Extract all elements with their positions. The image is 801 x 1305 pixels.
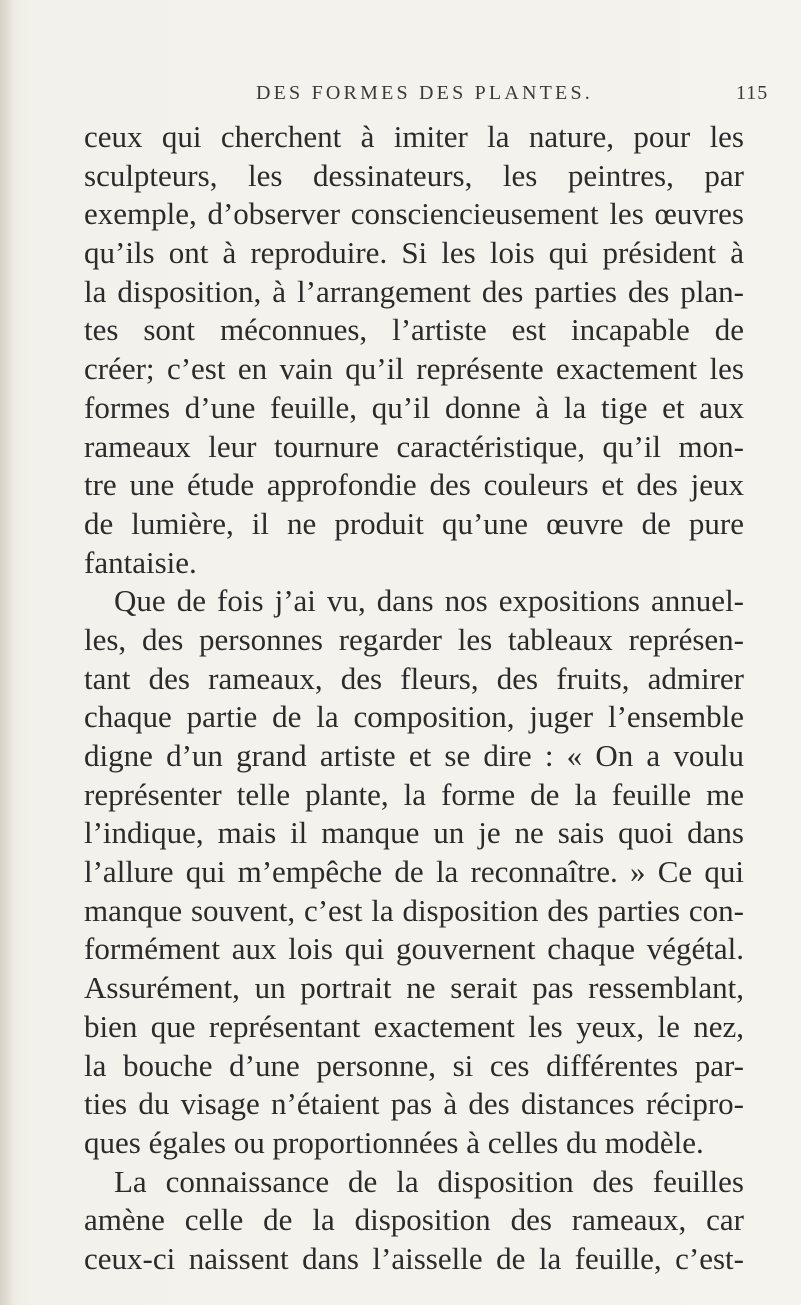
text-line: de lumière, il ne produit qu’une œuvre de pure	[84, 505, 744, 541]
text-line: ceux qui cherchent à imiter la nature, pour les	[84, 119, 744, 154]
running-title: DES FORMES DES PLANTES.	[256, 82, 593, 104]
text-line: exemple, d’observer consciencieusement les œuvres	[84, 196, 744, 232]
body-text	[84, 118, 744, 1279]
text-line: ties du visage n’étaient pas à des distances récipro-	[84, 1086, 744, 1122]
text-line: sculpteurs, les dessinateurs, les peintres, par	[84, 157, 744, 193]
page-number: 115	[736, 82, 769, 104]
text-line: formément aux lois qui gouvernent chaque végétal.	[84, 931, 744, 967]
text-line: l’allure qui m’empêche de la reconnaître. » Ce qui	[84, 854, 744, 890]
text-line: créer; c’est en vain qu’il représente exactement les	[84, 351, 744, 387]
text-line: manque souvent, c’est la disposition des parties con-	[84, 892, 744, 928]
text-line: bien que représentant exactement les yeux, le nez,	[84, 1008, 744, 1044]
paragraph-end-line: ques égales ou proportionnées à celles du modèle.	[84, 1124, 704, 1160]
text-line: formes d’une feuille, qu’il donne à la tige et aux	[84, 389, 744, 425]
text-line: la disposition, à l’arrangement des parties des plan-	[84, 273, 744, 309]
text-line: amène celle de la disposition des rameaux, car	[84, 1202, 744, 1238]
text-line: ceux-ci naissent dans l’aisselle de la feuille, c’est-	[84, 1240, 744, 1276]
text-line: les, des personnes regarder les tableaux représen-	[84, 621, 744, 657]
text-line: l’indique, mais il manque un je ne sais quoi dans	[84, 815, 744, 851]
text-line: chaque partie de la composition, juger l’ensemble	[84, 699, 744, 735]
text-line: Assurément, un portrait ne serait pas ressemblant,	[84, 970, 744, 1006]
text-line: tes sont méconnues, l’artiste est incapable de	[84, 312, 744, 348]
paragraph-start-line: Que de fois j’ai vu, dans nos expositions annuel-	[114, 583, 744, 619]
text-line: digne d’un grand artiste et se dire : « On a voulu	[84, 738, 744, 773]
text-line: tre une étude approfondie des couleurs et des jeux	[84, 467, 744, 503]
text-line: la bouche d’une personne, si ces différentes par-	[84, 1047, 744, 1083]
paragraph-end-line: fantaisie.	[84, 544, 197, 580]
page-gutter	[0, 0, 14, 1305]
text-line: représenter telle plante, la forme de la feuille me	[84, 776, 744, 812]
text-line: qu’ils ont à reproduire. Si les lois qui président à	[84, 235, 744, 271]
text-line: tant des rameaux, des fleurs, des fruits, admirer	[84, 660, 744, 696]
paragraph-start-line: La connaissance de la disposition des feuilles	[114, 1163, 744, 1199]
text-line: rameaux leur tournure caractéristique, qu’il mon-	[84, 428, 744, 464]
